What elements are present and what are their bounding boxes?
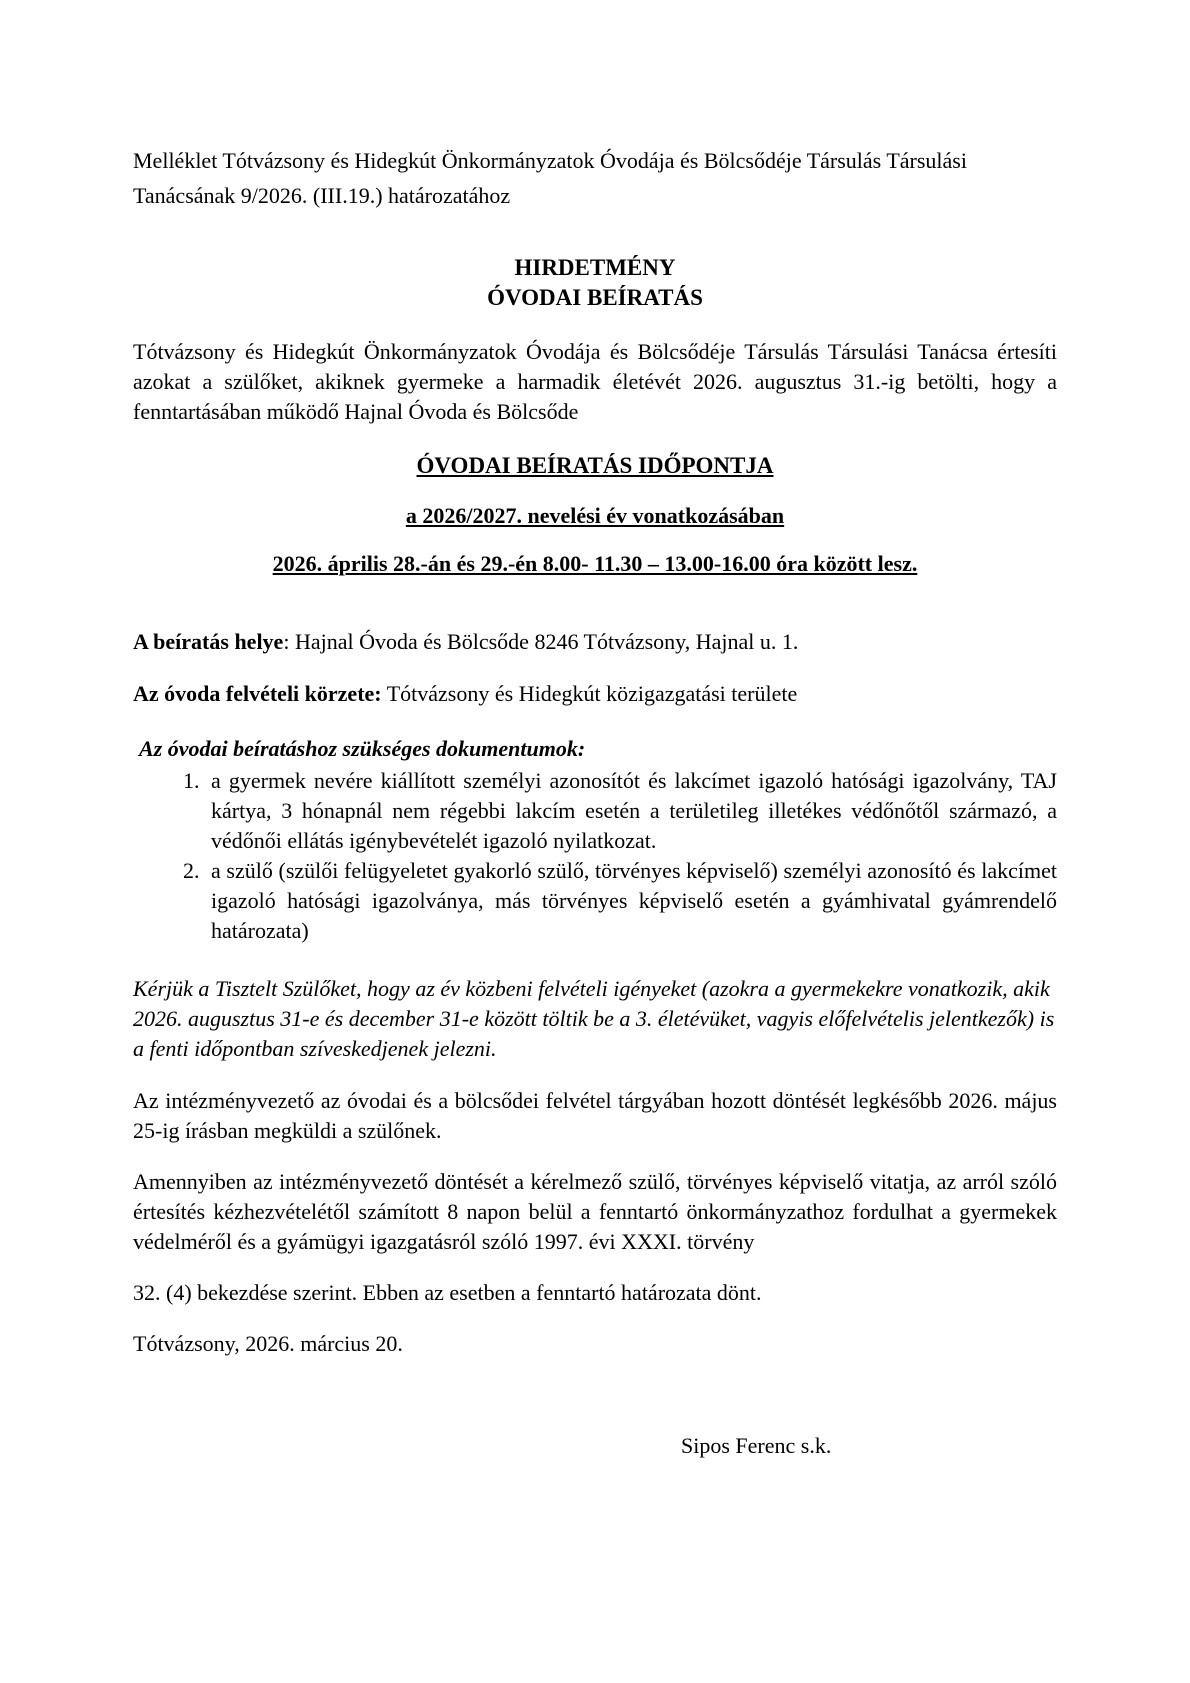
enrollment-place-line: [133, 627, 1057, 657]
school-year-subheading: [133, 503, 1057, 529]
admission-district-label: Az óvoda felvételi körzete:: [133, 681, 382, 706]
required-documents-list: [133, 766, 1057, 946]
annex-reference-line: Melléklet Tótvázsony és Hidegkút Önkormányzatok Óvodája és Bölcsődéje Társulás Társulási Tanácsának 9/2026. (III.19.) határozatához: [133, 148, 967, 208]
notice-title-line1: HIRDETMÉNY: [514, 255, 676, 280]
appeal-procedure-paragraph: Amennyiben az intézményvezető döntését a kérelmező szülő, törvényes képviselő vitatja, az arról szóló értesítés kézhezvételétől számított 8 napon belül a fenntartó önkormányzathoz fordulhat a gyermekek védelméről és a gyámügyi igazgatásról szóló 1997. évi XXXI. törvény: [133, 1169, 1057, 1254]
school-year-subheading-text: a 2026/2027. nevelési év vonatkozásában: [405, 503, 785, 528]
required-document-item-1: 1. a gyermek nevére kiállított személyi azonosítót és lakcímet igazoló hatósági igazolvány, TAJ kártya, 3 hónapnál nem régebbi lakcím esetén a területileg illetékes védőnőtől származó, a védőnői ellátás igénybevételét igazoló nyilatkozat.: [205, 766, 1057, 856]
pre-enrollment-italic-note: Kérjük a Tisztelt Szülőket, hogy az év közbeni felvételi igényeket (azokra a gyermekekre vonatkozik, akik 2026. augusztus 31-e és december 31-e között töltik be a 3. életévüket, vagyis előfelvételis jelentkezők) is a fenti időpontban szíveskedjenek jelezni.: [133, 976, 1055, 1061]
decision-notification-paragraph: Az intézményvezető az óvodai és a bölcsődei felvétel tárgyában hozott döntését legkésőbb 2026. május 25-ig írásban megküldi a szülőnek.: [133, 1088, 1057, 1143]
notice-title-block: [133, 253, 1057, 313]
enrollment-place-value: : Hajnal Óvoda és Bölcsőde 8246 Tótvázsony, Hajnal u. 1.: [283, 629, 799, 654]
enrollment-time-heading-text: ÓVODAI BEÍRATÁS IDŐPONTJA: [416, 453, 774, 478]
signature-line: Sipos Ferenc s.k.: [681, 1433, 832, 1458]
enrollment-date-subheading-text: 2026. április 28.-án és 29.-én 8.00- 11.30 – 13.00-16.00 óra között lesz.: [272, 551, 918, 576]
notice-title-line2: ÓVODAI BEÍRATÁS: [487, 285, 703, 310]
enrollment-time-heading: [133, 453, 1057, 479]
law-section-paragraph: 32. (4) bekezdése szerint. Ebben az esetben a fenntartó határozata dönt.: [133, 1280, 762, 1305]
intro-paragraph: Tótvázsony és Hidegkút Önkormányzatok Óvodája és Bölcsődéje Társulás Társulási Tanácsa értesíti azokat a szülőket, akiknek gyermeke a harmadik életévét 2026. augusztus 31.-ig betölti, hogy a fenntartásában működő Hajnal Óvoda és Bölcsőde: [133, 339, 1057, 424]
required-documents-heading: Az óvodai beíratáshoz szükséges dokumentumok:: [139, 736, 586, 761]
required-document-item-2: 2. a szülő (szülői felügyeletet gyakorló szülő, törvényes képviselő) személyi azonosító és lakcímet igazoló hatósági igazolványa, más törvényes képviselő esetén a gyámhivatal gyámrendelő határozata): [205, 856, 1057, 946]
enrollment-date-subheading: [133, 551, 1057, 577]
enrollment-place-label: A beíratás helye: [133, 629, 284, 654]
admission-district-line: [133, 679, 1057, 709]
admission-district-value: Tótvázsony és Hidegkút közigazgatási területe: [381, 681, 798, 706]
place-and-date-line: Tótvázsony, 2026. március 20.: [133, 1331, 403, 1356]
